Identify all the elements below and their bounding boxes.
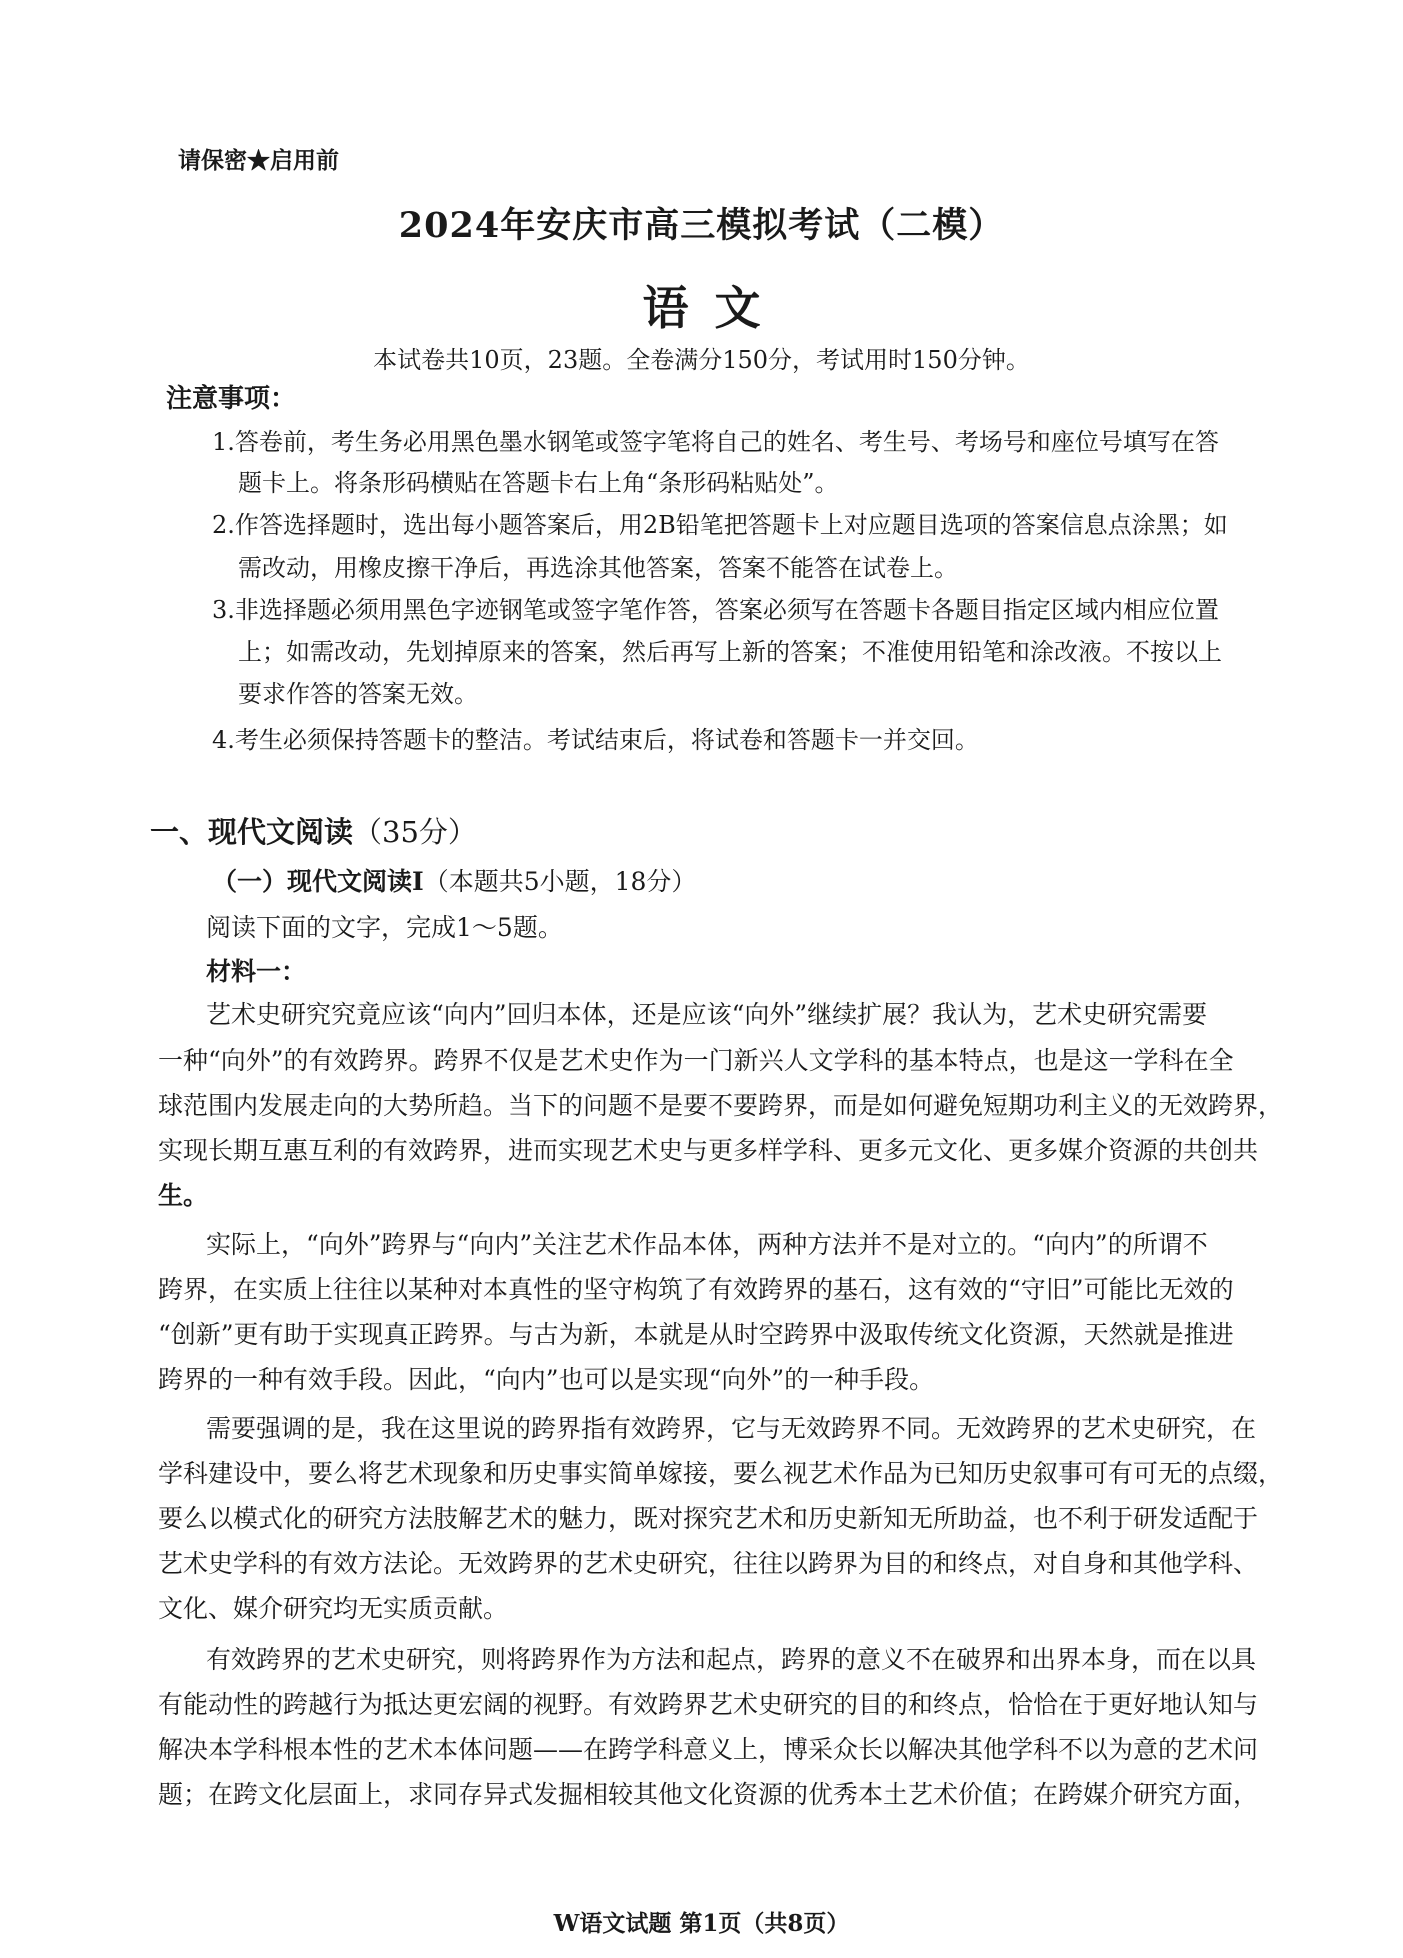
passage-line: 题；在跨文化层面上，求同存异式发掘相较其他文化资源的优秀本土艺术价值；在跨媒介研究方面， (158, 1780, 1259, 1809)
passage-line: 跨界的一种有效手段。因此，“向内”也可以是实现“向外”的一种手段。 (158, 1365, 935, 1394)
confidential-label: 请保密★启用前 (178, 147, 339, 174)
passage-line: 跨界，在实质上往往以某种对本真性的坚守构筑了有效跨界的基石，这有效的“守旧”可能比无效的 (158, 1275, 1234, 1304)
section-points: （35分） (353, 815, 477, 849)
passage-line: 实际上，“向外”跨界与“向内”关注艺术作品本体，两种方法并不是对立的。“向内”的所谓不 (206, 1230, 1208, 1259)
passage-line: 需要强调的是，我在这里说的跨界指有效跨界，它与无效跨界不同。无效跨界的艺术史研究，在 (206, 1414, 1257, 1443)
passage-line: 有能动性的跨越行为抵达更宏阔的视野。有效跨界艺术史研究的目的和终点，恰恰在于更好地认知与 (158, 1690, 1259, 1719)
reading-instruction: 阅读下面的文字，完成1～5题。 (206, 913, 563, 942)
passage-line: 有效跨界的艺术史研究，则将跨界作为方法和起点，跨界的意义不在破界和出界本身，而在以具 (206, 1645, 1257, 1674)
exam-info: 本试卷共10页，23题。全卷满分150分，考试用时150分钟。 (373, 346, 1030, 374)
page-footer: W语文试题 第1页（共8页） (553, 1910, 850, 1937)
section-title-text: 一、现代文阅读 (150, 815, 354, 849)
passage-line: 艺术史研究究竟应该“向内”回归本体，还是应该“向外”继续扩展？我认为，艺术史研究需要 (206, 1000, 1208, 1029)
note-line: 2.作答选择题时，选出每小题答案后，用2B铅笔把答题卡上对应题目选项的答案信息点涂黑；如 (212, 511, 1228, 539)
passage-line: 一种“向外”的有效跨界。跨界不仅是艺术史作为一门新兴人文学科的基本特点，也是这一学科在全 (158, 1046, 1234, 1075)
passage-line: 球范围内发展走向的大势所趋。当下的问题不是要不要跨界，而是如何避免短期功利主义的无效跨界， (158, 1091, 1284, 1120)
note-line: 1.答卷前，考生务必用黑色墨水钢笔或签字笔将自己的姓名、考生号、考场号和座位号填写在答 (212, 428, 1219, 456)
subject-title: 语文 (642, 281, 787, 335)
subsection-title (212, 862, 696, 898)
section-title (150, 810, 477, 851)
note-line: 4.考生必须保持答题卡的整洁。考试结束后，将试卷和答题卡一并交回。 (212, 726, 979, 754)
passage-line: 文化、媒介研究均无实质贡献。 (158, 1594, 509, 1623)
passage-line: 解决本学科根本性的艺术本体问题——在跨学科意义上，博采众长以解决其他学科不以为意的艺术问 (158, 1735, 1259, 1764)
passage-line: 要么以模式化的研究方法肢解艺术的魅力，既对探究艺术和历史新知无所助益，也不利于研发适配于 (158, 1504, 1259, 1533)
passage-line: 学科建设中，要么将艺术现象和历史事实简单嫁接，要么视艺术作品为已知历史叙事可有可无的点缀， (158, 1459, 1284, 1488)
passage-line: 艺术史学科的有效方法论。无效跨界的艺术史研究，往往以跨界为目的和终点，对自身和其他学科、 (158, 1549, 1259, 1578)
note-line: 要求作答的答案无效。 (238, 680, 478, 708)
note-line: 3.非选择题必须用黑色字迹钢笔或签字笔作答，答案必须写在答题卡各题目指定区域内相应位置 (212, 596, 1219, 624)
passage-line: 生。 (158, 1181, 209, 1210)
exam-title: 2024年安庆市高三模拟考试（二模） (398, 205, 1005, 246)
notes-title: 注意事项： (166, 384, 297, 414)
note-line: 上；如需改动，先划掉原来的答案，然后再写上新的答案；不准使用铅笔和涂改液。不按以上 (238, 638, 1222, 666)
note-line: 需改动，用橡皮擦干净后，再选涂其他答案，答案不能答在试卷上。 (238, 554, 958, 582)
subsection-title-text: （一）现代文阅读Ⅰ (212, 867, 424, 896)
passage-line: 实现长期互惠互利的有效跨界，进而实现艺术史与更多样学科、更多元文化、更多媒介资源的共创共 (158, 1136, 1259, 1165)
material-label: 材料一： (206, 957, 307, 986)
passage-line: “创新”更有助于实现真正跨界。与古为新，本就是从时空跨界中汲取传统文化资源，天然就是推进 (158, 1320, 1234, 1349)
subsection-points: （本题共5小题，18分） (423, 867, 697, 896)
note-line: 题卡上。将条形码横贴在答题卡右上角“条形码粘贴处”。 (238, 469, 839, 497)
